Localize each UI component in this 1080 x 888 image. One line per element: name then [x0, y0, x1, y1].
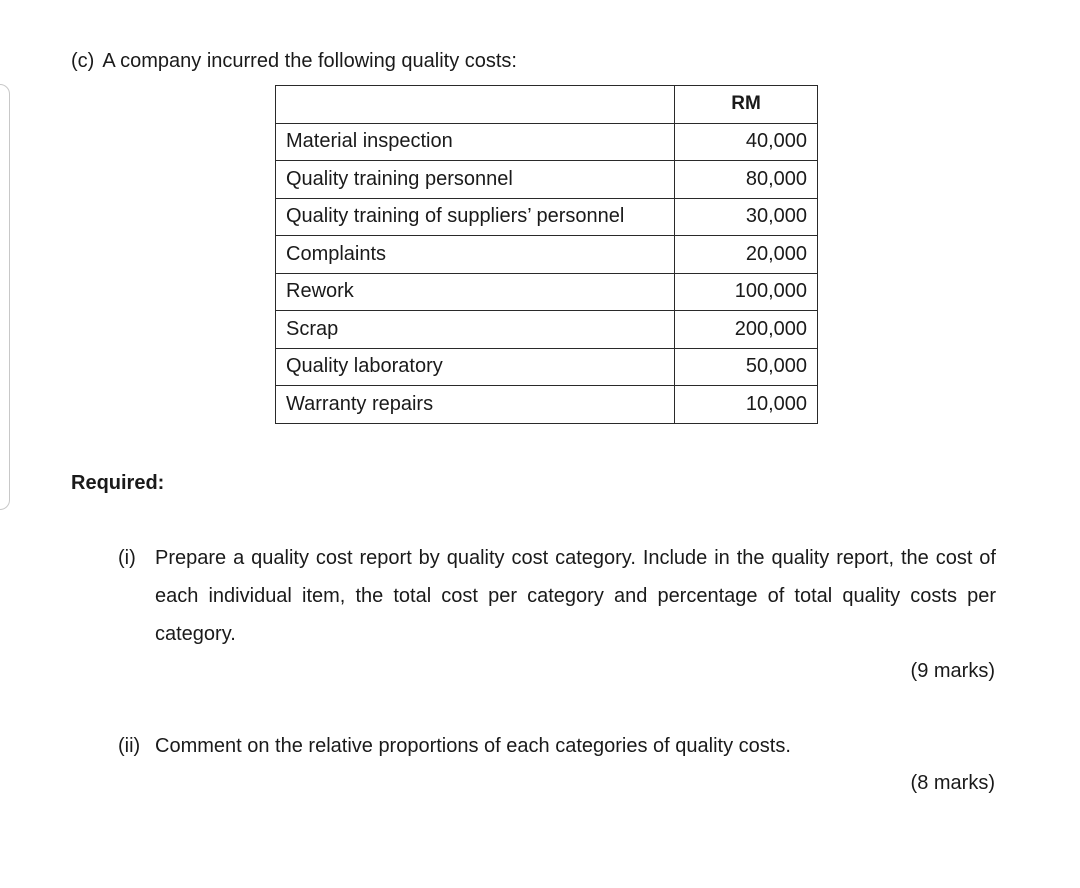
cost-item: Rework [276, 273, 675, 311]
cost-amount: 30,000 [675, 198, 818, 236]
table-row [276, 273, 818, 311]
required-heading: Required: [71, 472, 165, 494]
question-label: (c) [71, 50, 95, 72]
table-row [276, 236, 818, 274]
cost-item: Quality training personnel [276, 161, 675, 199]
table-header-currency: RM [675, 86, 818, 124]
cost-item: Scrap [276, 311, 675, 349]
cost-amount: 200,000 [675, 311, 818, 349]
cost-item: Quality training of suppliers’ personnel [276, 198, 675, 236]
required-part-ii [118, 727, 996, 765]
cost-item: Warranty repairs [276, 386, 675, 424]
quality-costs-table [275, 85, 818, 424]
table-row [276, 348, 818, 386]
table-row [276, 161, 818, 199]
part-text: Prepare a quality cost report by quality cost category. Include in the quality report, the cost of each individual item, the total cost per category and percentage of total quality costs per category. [155, 547, 996, 645]
cost-amount: 10,000 [675, 386, 818, 424]
cost-item: Material inspection [276, 123, 675, 161]
question-intro [71, 48, 517, 74]
table-row [276, 198, 818, 236]
cost-amount: 40,000 [675, 123, 818, 161]
question-intro-text: A company incurred the following quality costs: [102, 50, 517, 72]
table-row [276, 386, 818, 424]
cost-amount: 80,000 [675, 161, 818, 199]
page-edge-frame [0, 84, 10, 510]
table-header-item [276, 86, 675, 124]
table-row [276, 311, 818, 349]
cost-amount: 50,000 [675, 348, 818, 386]
part-number: (ii) [118, 735, 141, 757]
part-marks: (9 marks) [910, 660, 995, 682]
part-marks: (8 marks) [910, 772, 995, 794]
cost-amount: 20,000 [675, 236, 818, 274]
part-number: (i) [118, 547, 136, 569]
cost-item: Complaints [276, 236, 675, 274]
required-part-i [118, 539, 996, 653]
cost-item: Quality laboratory [276, 348, 675, 386]
table-header-row [276, 86, 818, 124]
cost-amount: 100,000 [675, 273, 818, 311]
table-row [276, 123, 818, 161]
part-text: Comment on the relative proportions of each categories of quality costs. [155, 735, 791, 757]
